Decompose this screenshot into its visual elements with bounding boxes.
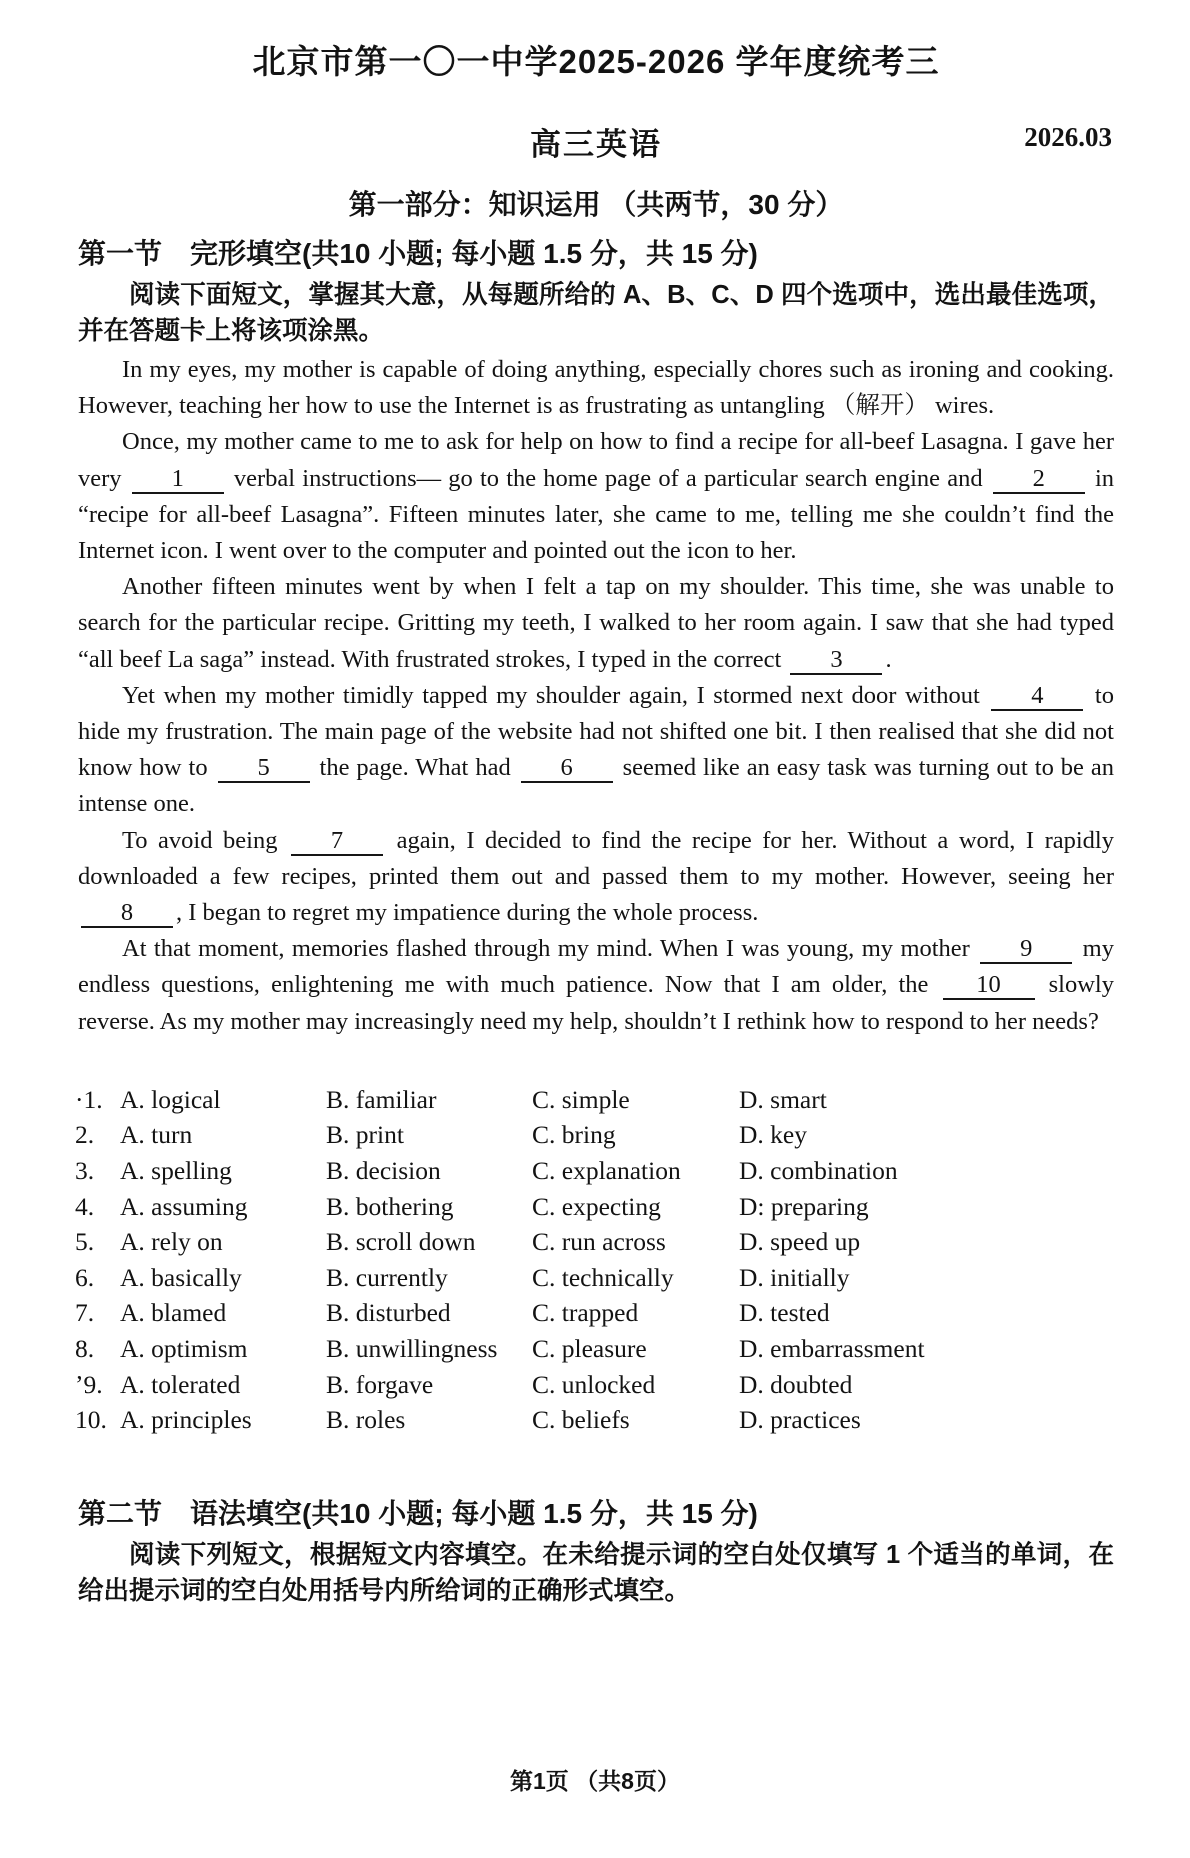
option-row: [75, 1295, 1114, 1331]
page-footer: 第1页 （共8页）: [510, 1768, 680, 1794]
cloze-blank: 10: [943, 972, 1035, 1000]
option-c: C. technically: [532, 1262, 674, 1292]
cloze-blank: 5: [218, 755, 310, 783]
option-b: B. decision: [326, 1156, 441, 1186]
option-number: 10.: [75, 1405, 107, 1435]
option-c: C. run across: [532, 1227, 666, 1257]
option-row: [75, 1224, 1114, 1260]
option-c: C. pleasure: [532, 1334, 647, 1364]
subject-title: 高三英语: [530, 127, 662, 162]
option-b: B. print: [326, 1120, 404, 1150]
cloze-blank: 1: [132, 466, 224, 494]
part1-heading: 第一部分：知识运用 （共两节，30 分）: [348, 189, 844, 220]
passage-paragraph: Yet when my mother timidly tapped my shoulder again, I stormed next door without 4 to hide my frustration. The main page of the website had not shifted one bit. I then realised that she did not know how to 5 the page. What had 6 seemed like an easy task was turning out to be an intense one.: [78, 681, 1114, 818]
option-row: [75, 1189, 1114, 1225]
option-a: A. assuming: [120, 1191, 248, 1221]
option-d: D. initially: [739, 1262, 850, 1292]
cloze-blank: 3: [790, 647, 882, 675]
section1-instructions: 阅读下面短文，掌握其大意，从每题所给的 A、B、C、D 四个选项中，选出最佳选项，并在答题卡上将该项涂黑。: [78, 281, 1114, 345]
option-a: A. spelling: [120, 1156, 232, 1186]
passage-paragraph: At that moment, memories flashed through my mind. When I was young, my mother 9 my endless questions, enlightening me with much patience. Now that I am older, the 10 slowly reverse. As my mother may increasingly need my help, shouldn’t I rethink how to respond to her needs?: [78, 935, 1114, 1035]
option-row: [75, 1367, 1114, 1403]
option-d: D. practices: [739, 1405, 861, 1435]
option-number: ʼ9.: [75, 1369, 103, 1399]
option-c: C. unlocked: [532, 1369, 656, 1399]
option-b: B. bothering: [326, 1191, 454, 1221]
option-b: B. disturbed: [326, 1298, 451, 1328]
passage-paragraph: To avoid being 7 again, I decided to find the recipe for her. Without a word, I rapidly downloaded a few recipes, printed them out and passed them to my mother. However, seeing her 8 , I began to regret my impatience during the whole process.: [78, 826, 1114, 927]
option-c: C. simple: [532, 1084, 630, 1114]
option-b: B. currently: [326, 1262, 448, 1292]
option-number: 4.: [75, 1191, 95, 1221]
passage-paragraph: Once, my mother came to me to ask for help on how to find a recipe for all-beef Lasagna. I gave her very 1 verbal instructions— go to the home page of a particular search engine and 2 in “recipe for all-beef Lasagna”. Fifteen minutes later, she came to me, telling me she couldn’t find the Internet icon. I went over to the computer and pointed out the icon to her.: [78, 428, 1114, 565]
option-a: A. optimism: [120, 1334, 248, 1364]
passage-paragraph: In my eyes, my mother is capable of doing anything, especially chores such as ironing and cooking. However, teaching her how to use the Internet is as frustrating as untangling （解开） wires.: [78, 356, 1114, 420]
subject-row: [78, 119, 1114, 162]
option-d: D. doubted: [739, 1369, 853, 1399]
option-number: 7.: [75, 1298, 95, 1328]
section2-instructions: 阅读下列短文，根据短文内容填空。在未给提示词的空白处仅填写 1 个适当的单词，在给出提示词的空白处用括号内所给词的正确形式填空。: [78, 1540, 1114, 1605]
option-d: D: preparing: [739, 1191, 869, 1221]
option-a: A. principles: [120, 1405, 252, 1435]
exam-date: 2026.03: [1024, 122, 1112, 152]
option-c: C. beliefs: [532, 1405, 630, 1435]
cloze-passage: [78, 352, 1114, 1040]
option-d: D. smart: [739, 1084, 827, 1114]
option-b: B. roles: [326, 1405, 406, 1435]
option-a: A. turn: [120, 1120, 193, 1150]
cloze-blank: 6: [521, 755, 613, 783]
option-c: C. bring: [532, 1120, 616, 1150]
option-d: D. embarrassment: [739, 1334, 925, 1364]
option-row: [75, 1402, 1114, 1438]
option-row: [75, 1117, 1114, 1153]
options-table: [75, 1082, 1114, 1438]
option-number: 5.: [75, 1227, 95, 1257]
option-b: B. unwillingness: [326, 1334, 498, 1364]
cloze-blank: 8: [81, 900, 173, 928]
option-b: B. forgave: [326, 1369, 434, 1399]
cloze-blank: 9: [980, 936, 1072, 964]
option-number: 2.: [75, 1120, 95, 1150]
option-c: C. expecting: [532, 1191, 661, 1221]
option-a: A. tolerated: [120, 1369, 241, 1399]
option-b: B. scroll down: [326, 1227, 476, 1257]
option-a: A. logical: [120, 1084, 221, 1114]
option-c: C. explanation: [532, 1156, 681, 1186]
option-row: [75, 1260, 1114, 1296]
option-number: 8.: [75, 1334, 95, 1364]
option-number: 6.: [75, 1262, 95, 1292]
option-b: B. familiar: [326, 1084, 437, 1114]
cloze-blank: 7: [291, 828, 383, 856]
option-row: [75, 1153, 1114, 1189]
section2-heading: 第二节 语法填空(共10 小题; 每小题 1.5 分，共 15 分): [78, 1497, 758, 1529]
exam-title: 北京市第一〇一中学2025-2026 学年度统考三: [252, 43, 940, 80]
option-number: 3.: [75, 1156, 95, 1186]
option-a: A. rely on: [120, 1227, 223, 1257]
option-a: A. basically: [120, 1262, 242, 1292]
section1-heading: 第一节 完形填空(共10 小题; 每小题 1.5 分，共 15 分): [78, 238, 758, 269]
option-a: A. blamed: [120, 1298, 227, 1328]
option-d: D. tested: [739, 1298, 830, 1328]
option-row: [75, 1331, 1114, 1367]
passage-paragraph: Another fifteen minutes went by when I felt a tap on my shoulder. This time, she was unable to search for the particular recipe. Gritting my teeth, I walked to her room again. I saw that she had typed “all beef La saga” instead. With frustrated strokes, I typed in the correct 3 .: [78, 573, 1114, 673]
option-row: [75, 1082, 1114, 1118]
option-number: ·1.: [75, 1084, 103, 1114]
option-d: D. combination: [739, 1156, 898, 1186]
option-c: C. trapped: [532, 1298, 639, 1328]
cloze-blank: 2: [993, 466, 1085, 494]
option-d: D. key: [739, 1120, 807, 1150]
option-d: D. speed up: [739, 1227, 861, 1257]
cloze-blank: 4: [991, 683, 1083, 711]
